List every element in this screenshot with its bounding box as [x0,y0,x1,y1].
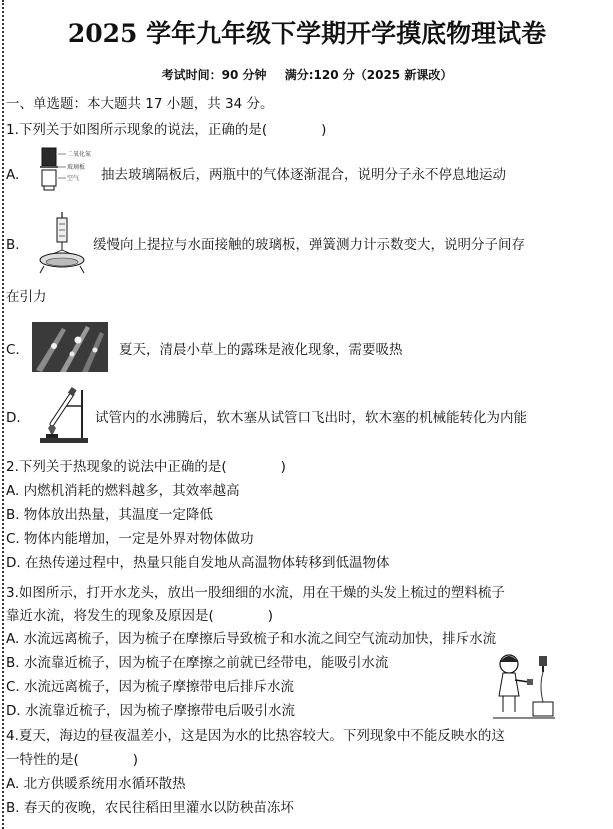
full-score: 满分:120 分（2025 新课改） [284,68,453,82]
q1-figure-spring-scale [36,212,88,274]
q1-option-b-letter: B. [6,237,20,253]
q1-option-d-letter: D. [6,410,21,426]
q1-option-b-text: 缓慢向上提拉与水面接触的玻璃板，弹簧测力计示数变大，说明分子间存 [93,237,525,253]
exam-page [6,0,608,829]
q3-figure-comb-water-stream [493,652,555,720]
q1-option-a-text: 抽去玻璃隔板后，两瓶中的气体逐渐混合，说明分子永不停息地运动 [101,167,506,183]
q3-option-a: A. 水流远离梳子，因为梳子在摩擦后导致梳子和水流之间空气流动加快，排斥水流 [6,631,497,647]
q1-option-d-text: 试管内的水沸腾后，软木塞从试管口飞出时，软木塞的机械能转化为内能 [95,410,527,426]
q1-figure-test-tube-heating [38,384,94,444]
q1-option-a-letter: A. [6,167,20,183]
label-no2: 二氧化氮 [67,151,92,158]
exam-info [6,66,608,83]
label-glass-plate: 玻璃板 [67,164,86,171]
binding-margin-line [2,0,4,829]
q1-stem: 1.下列关于如图所示现象的说法，正确的是( ) [6,122,327,138]
q4-option-b: B. 春天的夜晚，农民往稻田里灌水以防秧苗冻坏 [6,800,294,816]
section-heading: 一、单选题：本大题共 17 小题，共 34 分。 [6,96,274,112]
q2-stem: 2.下列关于热现象的说法中正确的是( ) [6,459,286,475]
q3-option-d: D. 水流靠近梳子，因为梳子摩擦带电后吸引水流 [6,703,295,719]
q3-stem-line2: 靠近水流，将发生的现象及原因是( ) [6,608,274,624]
label-air: 空气 [67,175,80,182]
q3-option-b: B. 水流靠近梳子，因为梳子在摩擦之前就已经带电，能吸引水流 [6,655,389,671]
q4-stem-line1: 4.夏天，海边的昼夜温差小，这是因为水的比热容较大。下列现象中不能反映水的这 [6,728,505,744]
q3-option-c: C. 水流远离梳子，因为梳子摩擦带电后排斥水流 [6,679,295,695]
q4-stem-line2: 一特性的是( ) [6,752,139,768]
q2-option-b: B. 物体放出热量，其温度一定降低 [6,507,213,523]
q2-option-a: A. 内燃机消耗的燃料越多，其效率越高 [6,483,240,499]
q4-option-a: A. 北方供暖系统用水循环散热 [6,776,186,792]
exam-time: 考试时间：90 分钟 [161,68,267,82]
q1-option-c-letter: C. [6,342,20,358]
q1-figure-gas-diffusion [30,146,100,204]
q2-option-d: D. 在热传递过程中，热量只能自发地从高温物体转移到低温物体 [6,555,390,571]
q3-stem-line1: 3.如图所示，打开水龙头，放出一股细细的水流，用在干燥的头发上梳过的塑料梳子 [6,585,505,601]
exam-title: 2025 学年九年级下学期开学摸底物理试卷 [67,19,547,48]
q1-option-b-continuation: 在引力 [6,289,47,305]
q2-option-c: C. 物体内能增加，一定是外界对物体做功 [6,531,254,547]
q1-figure-dew-on-grass [32,322,108,372]
q1-option-c-text: 夏天，清晨小草上的露珠是液化现象，需要吸热 [119,342,403,358]
